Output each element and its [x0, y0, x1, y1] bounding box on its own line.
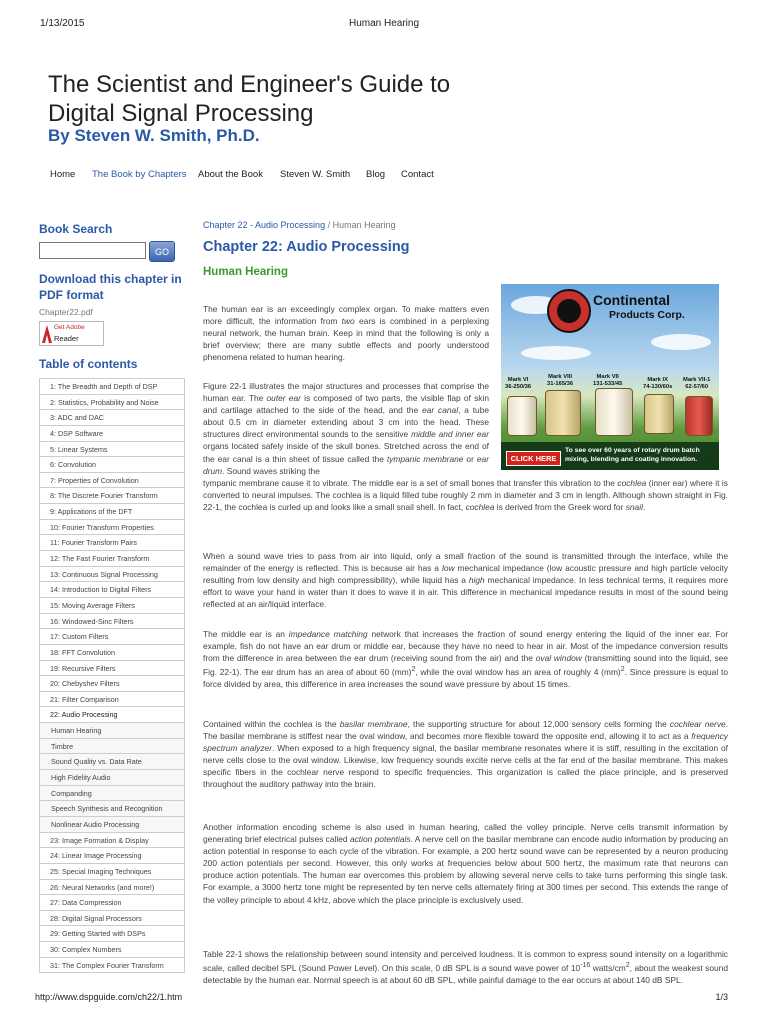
toc-item[interactable]: 21: Filter Comparison: [39, 692, 185, 708]
paragraph-5: Contained within the cochlea is the basilar membrane, the supporting structure for about 12,000 sensory cells forming the cochlear nerve. The basilar membrane is stiffest near the oval window, and becomes more flexible toward the opposite end, allowing it to act as a frequency spectrum analyzer. When exposed to a high frequency signal, the basilar membrane resonates where it is stiff, resulting in the excitation of nerve cells close to the oval window. Likewise, low frequency sounds excite nerve cells at the far end of the basilar membrane. This makes specific fibers in the cochlear nerve respond to specific frequencies. This organization is called the place principle, and is preserved throughout the auditory pathway into the brain.: [203, 719, 729, 790]
nav-steven-w-smith[interactable]: Steven W. Smith: [280, 169, 351, 180]
toc-item[interactable]: 11: Fourier Transform Pairs: [39, 535, 185, 551]
nav-blog[interactable]: Blog: [366, 169, 386, 180]
search-form: [39, 241, 185, 265]
ad-brand-sub: Products Corp.: [609, 309, 685, 321]
toc-item[interactable]: Sound Quality vs. Data Rate: [39, 754, 185, 770]
toc-item[interactable]: 15: Moving Average Filters: [39, 598, 185, 614]
breadcrumb-current: Human Hearing: [332, 220, 396, 230]
toc-item[interactable]: 2: Statistics, Probability and Noise: [39, 395, 185, 411]
toc-list: [39, 378, 185, 973]
toc-item[interactable]: 29: Getting Started with DSPs: [39, 926, 185, 942]
ad-click-here-button[interactable]: CLICK HERE: [506, 451, 561, 466]
toc-item[interactable]: 24: Linear Image Processing: [39, 848, 185, 864]
ad-model-4: Mark IX 74-130/60s: [643, 377, 673, 390]
ad-model-3: Mark VII 131-533/45: [593, 374, 623, 387]
toc-item[interactable]: 28: Digital Signal Processors: [39, 911, 185, 927]
toc-item[interactable]: 25: Special Imaging Techniques: [39, 864, 185, 880]
breadcrumb-chapter-link[interactable]: Chapter 22 - Audio Processing: [203, 220, 326, 230]
adobe-line1: Get Adobe: [54, 324, 85, 331]
toc-item[interactable]: 10: Fourier Transform Properties: [39, 520, 185, 536]
chapter-title: Chapter 22: Audio Processing: [203, 239, 410, 255]
print-url: http://www.dspguide.com/ch22/1.htm: [35, 992, 183, 1002]
toc-item[interactable]: Nonlinear Audio Processing: [39, 817, 185, 833]
print-page-title: Human Hearing: [348, 18, 420, 29]
toc-item[interactable]: 18: FFT Convolution: [39, 645, 185, 661]
toc-item[interactable]: Speech Synthesis and Recognition: [39, 801, 185, 817]
toc-item[interactable]: 16: Windowed-Sinc Filters: [39, 614, 185, 630]
book-search-heading: Book Search: [39, 222, 113, 236]
continental-logo-icon: [547, 289, 591, 333]
toc-item[interactable]: 27: Data Compression: [39, 895, 185, 911]
toc-item[interactable]: 20: Chebyshev Filters: [39, 676, 185, 692]
toc-item[interactable]: 5: Linear Systems: [39, 442, 185, 458]
paragraph-3: When a sound wave tries to pass from air into liquid, only a small fraction of the sound is transmitted through the interface, while the remainder of the energy is reflected. This is because air has a low mechanical impedance (low acoustic pressure and high particle velocity resulting from low density and high compressibility), while liquid has a high mechanical impedance. In less technical terms, it requires more effort to wave your hand in water than it does to wave it in air. This difference in mechanical impedance results in most of the sound being reflected at an air/liquid interface.: [203, 551, 728, 610]
toc-item[interactable]: 31: The Complex Fourier Transform: [39, 958, 185, 974]
toc-item[interactable]: 17: Custom Filters: [39, 629, 185, 645]
toc-item[interactable]: 12: The Fast Fourier Transform: [39, 551, 185, 567]
toc-item[interactable]: 1: The Breadth and Depth of DSP: [39, 379, 185, 395]
sidebar: [39, 222, 185, 973]
toc-item[interactable]: 22: Audio Processing: [39, 707, 185, 723]
toc-heading: Table of contents: [39, 357, 138, 371]
nav-contact[interactable]: Contact: [401, 169, 434, 180]
ad-tagline: To see over 60 years of rotary drum batch mixing, blending and coating innovation.: [565, 447, 700, 463]
drum-mixer-image: [545, 390, 581, 436]
cloud-shape: [521, 346, 591, 360]
ad-brand: Continental: [593, 292, 670, 308]
toc-item[interactable]: 23: Image Formation & Display: [39, 833, 185, 849]
cloud-shape: [651, 334, 711, 350]
paragraph-4: The middle ear is an impedance matching network that increases the fraction of sound energy entering the liquid of the inner ear. For example, fish do not have an ear drum or middle ear, because they have no need to hear in air. Most of the impedance conversion results from the difference in area between the ear drum (receiving sound from the air) and the oval window (transmitting sound into the liquid, see Fig. 22-1). The ear drum has an area of about 60 (mm)$^2$, while the oval window has an area of roughly 4 (mm)$^2$. Since pressure is equal to force divided by area, this difference in area increases the sound wave pressure by about 15 times.: [203, 629, 728, 690]
breadcrumb-separator: /: [325, 220, 333, 230]
toc-item[interactable]: Human Hearing: [39, 723, 185, 739]
nav-book-by-chapters[interactable]: The Book by Chapters: [92, 169, 187, 180]
pdf-download-link[interactable]: Chapter22.pdf: [39, 307, 93, 317]
nav-about-the-book[interactable]: About the Book: [198, 169, 263, 180]
toc-item[interactable]: Companding: [39, 786, 185, 802]
toc-item[interactable]: Timbre: [39, 739, 185, 755]
ad-model-2: Mark VIII 31-165/36: [547, 374, 574, 387]
search-go-button[interactable]: GO: [149, 241, 175, 262]
paragraph-7: Table 22-1 shows the relationship between sound intensity and perceived loudness. It is common to express sound intensity on a logarithmic scale, called decibel SPL (Sound Power Level). On this scale, 0 dB SPL is a sound wave power of $10^{-16}$ watts/$cm^2$, about the weakest sound detectable by the human ear. Normal speech is at about 60 dB SPL, while painful damage to the ear occurs at about 140 dB SPL.: [203, 949, 728, 985]
site-author: By Steven W. Smith, Ph.D.: [48, 126, 260, 145]
drum-mixer-image: [644, 394, 674, 434]
site-title: The Scientist and Engineer's Guide to Digital Signal Processing: [48, 71, 451, 127]
paragraph-1: The human ear is an exceedingly complex organ. To make matters even more difficult, the information from two ears is combined in a perplexing neural network, the human brain. Keep in mind that the following is only a brief overview; there are many subtle effects and poorly understood phenomena related to human hearing.: [203, 304, 490, 363]
toc-item[interactable]: 26: Neural Networks (and more!): [39, 880, 185, 896]
toc-item[interactable]: 6: Convolution: [39, 457, 185, 473]
get-adobe-reader-button[interactable]: [39, 321, 104, 346]
drum-mixer-image: [595, 388, 633, 436]
adobe-line2: Reader: [54, 334, 79, 343]
toc-item[interactable]: 14: Introduction to Digital Filters: [39, 582, 185, 598]
book-search-input[interactable]: [39, 242, 146, 259]
drum-mixer-image: [507, 396, 537, 436]
nav-home[interactable]: Home: [50, 169, 76, 180]
toc-item[interactable]: 30: Complex Numbers: [39, 942, 185, 958]
toc-item[interactable]: 19: Recursive Filters: [39, 661, 185, 677]
ad-model-1: Mark VI 36-250/36: [505, 377, 532, 390]
toc-item[interactable]: 7: Properties of Convolution: [39, 473, 185, 489]
toc-item[interactable]: 8: The Discrete Fourier Transform: [39, 488, 185, 504]
ad-model-5: Mark VII-1 62-57/60: [683, 377, 711, 390]
toc-item[interactable]: 9: Applications of the DFT: [39, 504, 185, 520]
toc-item[interactable]: 13: Continuous Signal Processing: [39, 567, 185, 583]
section-title: Human Hearing: [203, 266, 288, 278]
adobe-logo-icon: [42, 325, 52, 343]
toc-item[interactable]: 4: DSP Software: [39, 426, 185, 442]
print-page-number: 1/3: [715, 992, 728, 1002]
print-header: [40, 18, 728, 32]
print-date: 1/13/2015: [40, 18, 85, 29]
download-heading: Download this chapter in PDF format: [39, 272, 182, 302]
continental-products-ad[interactable]: [501, 284, 719, 470]
paragraph-6: Another information encoding scheme is also used in human hearing, called the volley principle. Nerve cells transmit information by generating brief electrical pulses called action potentials. A nerve cell on the basilar membrane can encode audio information by producing an action potential in response to each cycle of the vibration. For example, a 200 hertz sound wave can be represented by a neuron producing 200 action potentials per second. However, this only works at frequencies below about 500 hertz, the maximum rate that neurons can produce action potentials. The human ear overcomes this problem by allowing several nerve cells to take turns performing this single task. For example, a 3000 hertz tone might be represented by ten nerve cells alternately firing at 300 times per second. This extends the range of the volley principle to about 4 kHz, above which the place principle is exclusively used.: [203, 822, 728, 905]
drum-mixer-image: [685, 396, 713, 436]
toc-item[interactable]: High Fidelity Audio: [39, 770, 185, 786]
breadcrumb: [203, 220, 728, 230]
paragraph-2: Figure 22-1 illustrates the major structures and processes that comprise the human ear. The outer ear is composed of two parts, the visible flap of skin and cartilage attached to the side of the head, and the ear canal, a tube about 0.5 cm in diameter extending about 3 cm into the head. These structures direct environmental sounds to the sensitive middle and inner ear organs located safely inside of the skull bones. Stretched across the end of the ear canal is a thin sheet of tissue called the tympanic membrane or ear drum. Sound waves striking the tympanic membrane cause it to vibrate. The middle ear is a set of small bones that transfer this vibration to the cochlea (inner ear) where it is converted to neural impulses. The cochlea is a liquid filled tube roughly 2 mm in diameter and 3 cm in length. Although shown straight in Fig. 22-1, the cochlea is curled up and looks like a small snail shell. In fact, cochlea is derived from the Greek word for snail.: [203, 381, 728, 512]
toc-item[interactable]: 3: ADC and DAC: [39, 410, 185, 426]
